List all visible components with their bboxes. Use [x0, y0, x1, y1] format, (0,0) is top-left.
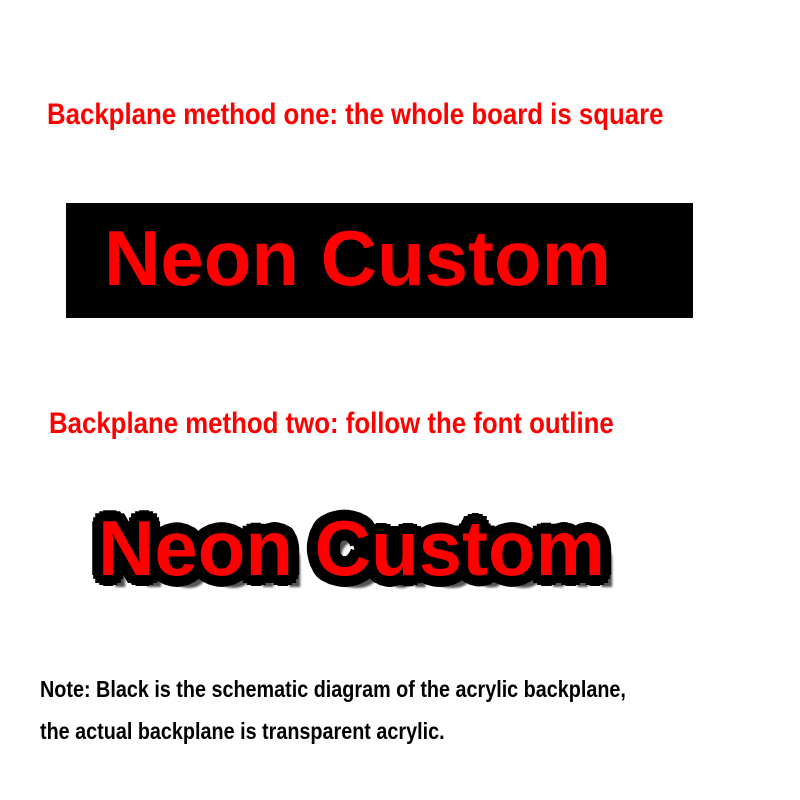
square-board-sign-text: Neon Custom: [104, 214, 611, 302]
method-two-heading: Backplane method two: follow the font outline: [49, 407, 614, 440]
outline-board-sign-text: Neon Custom: [98, 504, 605, 592]
outline-backplane-board: [90, 505, 710, 615]
note-line-1: Note: Black is the schematic diagram of the acrylic backplane,: [40, 676, 626, 702]
square-backplane-board: [66, 203, 693, 318]
note-line-2: the actual backplane is transparent acrylic.: [40, 718, 445, 744]
method-one-heading: Backplane method one: the whole board is square: [47, 98, 664, 131]
